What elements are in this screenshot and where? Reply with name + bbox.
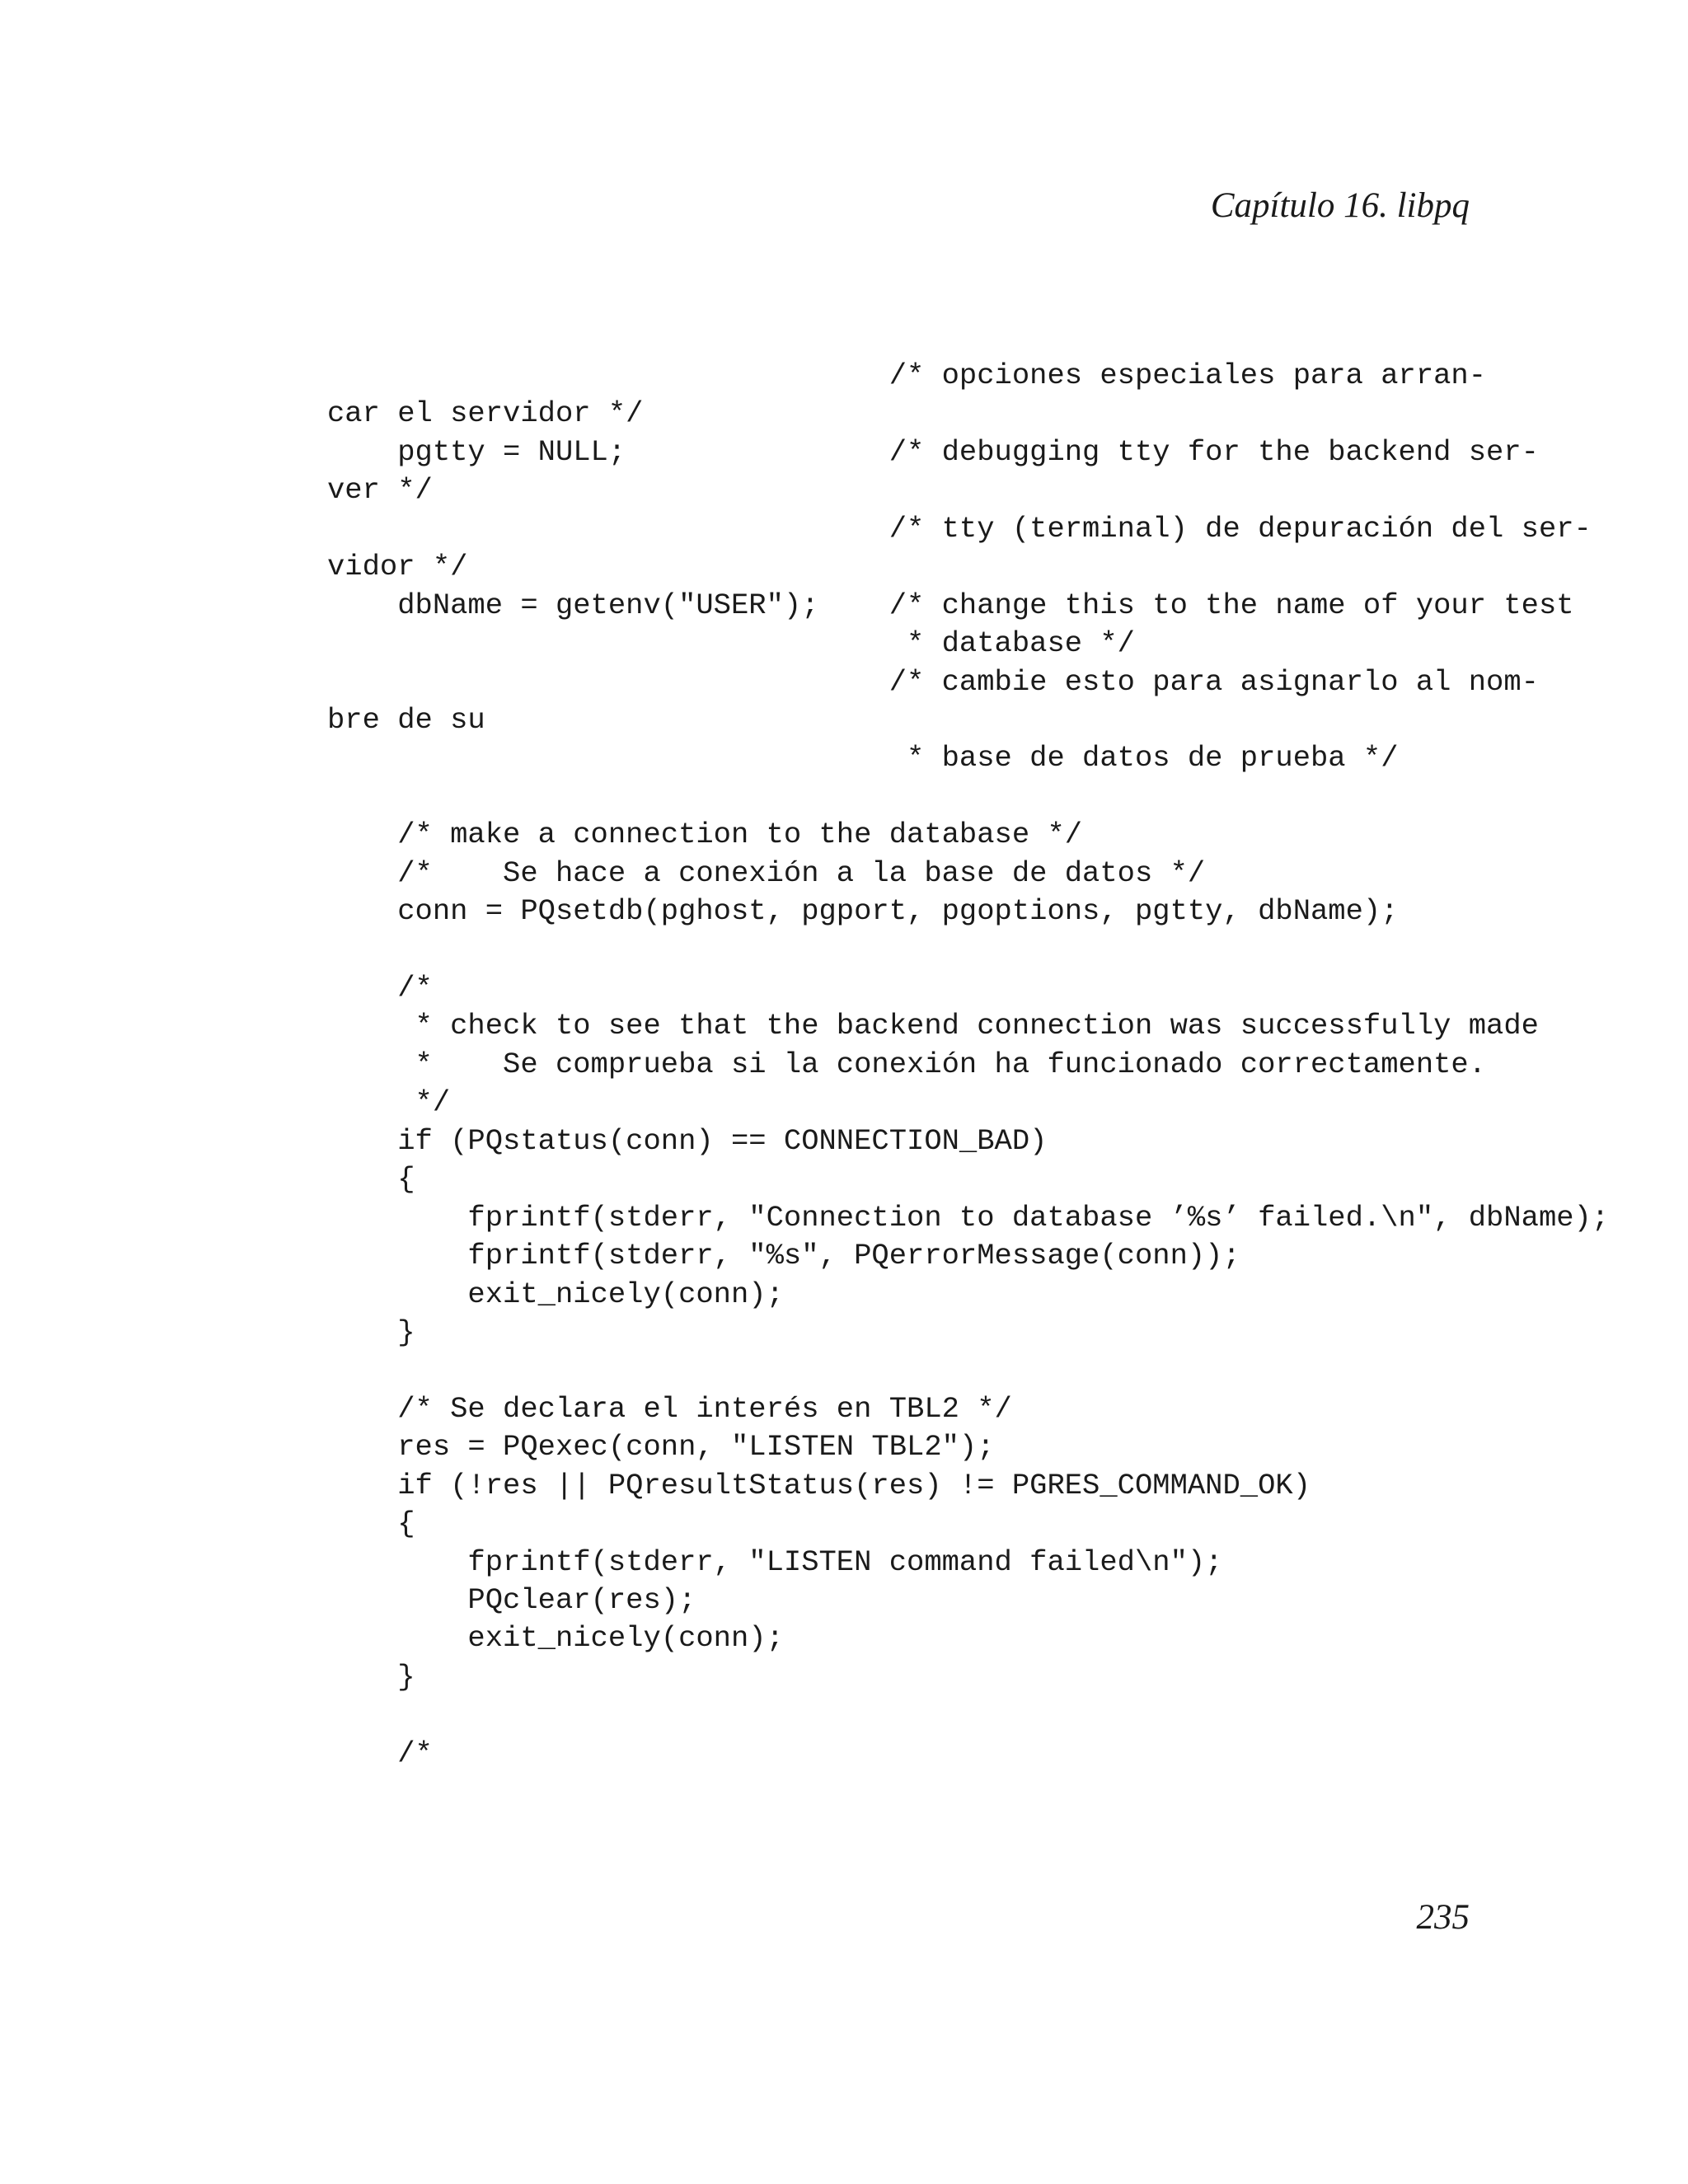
code-line: PQclear(res); <box>327 1583 696 1617</box>
code-line: /* tty (terminal) de depuración del ser- <box>327 511 1592 546</box>
code-listing <box>327 357 1609 1773</box>
code-line: /* Se declara el interés en TBL2 */ <box>327 1391 1012 1426</box>
code-line: /* Se hace a conexión a la base de datos */ <box>327 855 1206 890</box>
code-line: { <box>327 1162 415 1197</box>
code-line: fprintf(stderr, "Connection to database ’%s’ failed.\n", dbName); <box>327 1200 1610 1235</box>
code-line: * database */ <box>327 626 1135 661</box>
code-line: */ <box>327 1085 451 1120</box>
code-line: bre de su <box>327 702 485 737</box>
page-number: 235 <box>1416 1898 1470 1937</box>
code-line <box>327 931 1609 969</box>
code-line <box>327 778 1609 816</box>
code-line: exit_nicely(conn); <box>327 1621 784 1656</box>
code-line: { <box>327 1507 415 1541</box>
code-line: } <box>327 1315 415 1349</box>
running-header: Capítulo 16. libpq <box>1210 186 1470 225</box>
code-line: } <box>327 1659 415 1694</box>
code-line: if (!res || PQresultStatus(res) != PGRES_COMMAND_OK) <box>327 1468 1311 1502</box>
code-line: * base de datos de prueba */ <box>327 741 1399 776</box>
code-line: /* opciones especiales para arran- <box>327 359 1487 392</box>
code-line: /* <box>327 971 433 1005</box>
code-line: fprintf(stderr, "LISTEN command failed\n"); <box>327 1544 1223 1579</box>
code-line: exit_nicely(conn); <box>327 1277 784 1311</box>
code-line: dbName = getenv("USER"); /* change this to the name of your test <box>327 588 1574 622</box>
code-line: fprintf(stderr, "%s", PQerrorMessage(conn)); <box>327 1239 1240 1273</box>
code-line <box>327 1352 1609 1390</box>
code-line: car el servidor */ <box>327 396 644 431</box>
code-line: if (PQstatus(conn) == CONNECTION_BAD) <box>327 1123 1048 1158</box>
code-line: * check to see that the backend connection was successfully made <box>327 1009 1539 1043</box>
code-line: /* <box>327 1736 433 1770</box>
code-line: res = PQexec(conn, "LISTEN TBL2"); <box>327 1430 995 1465</box>
code-line: pgtty = NULL; /* debugging tty for the backend ser- <box>327 434 1539 469</box>
code-line: /* cambie esto para asignarlo al nom- <box>327 664 1539 699</box>
code-line <box>327 1696 1609 1734</box>
code-line: * Se comprueba si la conexión ha funcionado correctamente. <box>327 1047 1487 1081</box>
code-line: vidor */ <box>327 550 468 584</box>
code-line: /* make a connection to the database */ <box>327 818 1083 852</box>
code-line: conn = PQsetdb(pghost, pgport, pgoptions, pgtty, dbName); <box>327 894 1399 929</box>
code-line: ver */ <box>327 473 433 508</box>
